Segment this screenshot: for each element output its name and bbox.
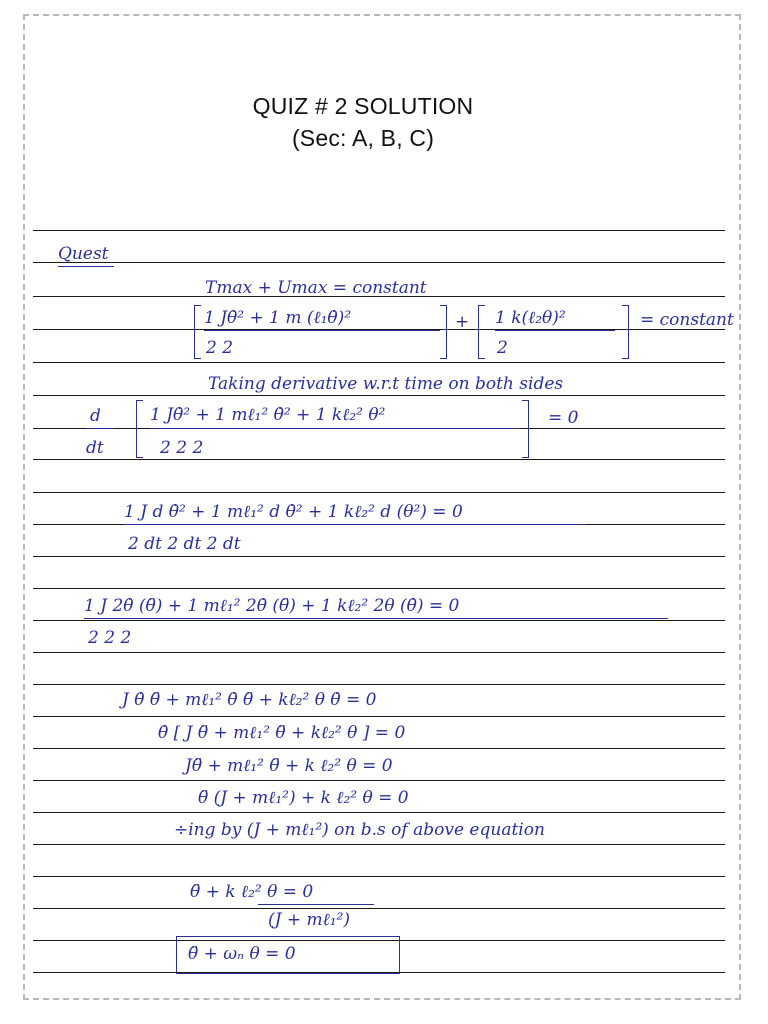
final-equation-numerator: θ̈ + k ℓ₂² θ = 0 [190, 882, 314, 902]
dt-operator: dt [86, 438, 104, 458]
ruled-line [33, 844, 725, 845]
ruled-line [33, 652, 725, 653]
fraction-bar [84, 618, 668, 619]
question-label: Quest [58, 244, 109, 264]
divide-step-note: ÷ing by (J + mℓ₁²) on b.s of above equation [174, 820, 545, 840]
ruled-line [33, 362, 725, 363]
ruled-line [33, 716, 725, 717]
quiz-title: QUIZ # 2 SOLUTION [252, 93, 474, 119]
energy-sum-term-b: 1 k(ℓ₂θ)² [495, 308, 566, 328]
title-block [0, 90, 726, 154]
simplified-equation-4: θ̈ (J + mℓ₁²) + k ℓ₂² θ = 0 [198, 788, 409, 808]
simplified-equation-2: θ̇ [ J θ̈ + mℓ₁² θ̈ + kℓ₂² θ ] = 0 [158, 723, 406, 743]
fraction-bar [124, 524, 586, 525]
right-bracket [522, 400, 529, 458]
plus-sign: + [455, 312, 470, 332]
fraction-bar [258, 904, 374, 905]
energy-sum-term-b-denominator: 2 [497, 338, 508, 358]
energy-sum-term-a-denominators: 2 2 [206, 338, 234, 358]
ruled-line [33, 588, 725, 589]
d-operator: d [90, 406, 101, 426]
boxed-result-equation: θ̈ + ωₙ θ = 0 [188, 944, 296, 964]
fraction-bar [150, 428, 520, 429]
question-label-underline [58, 266, 114, 267]
energy-sum-term-a: 1 Jθ̇² + 1 m (ℓ₁θ̇)² [204, 308, 352, 328]
final-equation-denominator: (J + mℓ₁²) [268, 910, 350, 930]
simplified-equation-1: J θ̇ θ̈ + mℓ₁² θ̇ θ̈ + kℓ₂² θ θ̇ = 0 [122, 690, 377, 710]
chain-rule-equation: 1 J 2θ̇ (θ̈) + 1 mℓ₁² 2θ̇ (θ̈) + 1 kℓ₂² 2θ (θ̇) = 0 [84, 596, 460, 616]
ruled-line [33, 230, 725, 231]
derivative-body: 1 Jθ̇² + 1 mℓ₁² θ̇² + 1 kℓ₂² θ² [150, 405, 386, 425]
left-bracket [136, 400, 143, 458]
expanded-derivative: 1 J d θ̇² + 1 mℓ₁² d θ̇² + 1 kℓ₂² d (θ²) = 0 [124, 502, 463, 522]
ruled-line [33, 908, 725, 909]
right-bracket [622, 305, 629, 359]
ruled-line [33, 684, 725, 685]
ruled-line [33, 748, 725, 749]
derivative-rhs: = 0 [548, 408, 579, 428]
ruled-line [33, 459, 725, 460]
left-bracket [194, 305, 201, 359]
fraction-bar [495, 330, 615, 331]
ruled-line [33, 492, 725, 493]
ruled-line [33, 620, 725, 621]
fraction-bar [204, 330, 440, 331]
ruled-line [33, 556, 725, 557]
left-bracket [478, 305, 485, 359]
fraction-bar [86, 428, 114, 429]
simplified-equation-3: Jθ̈ + mℓ₁² θ̈ + k ℓ₂² θ = 0 [185, 756, 393, 776]
derivative-body-denominators: 2 2 2 [160, 438, 204, 458]
section-subtitle: (Sec: A, B, C) [291, 125, 435, 151]
ruled-line [33, 780, 725, 781]
ruled-line [33, 812, 725, 813]
chain-rule-denominators: 2 2 2 [88, 628, 132, 648]
energy-equation: Tmax + Umax = constant [205, 278, 427, 298]
ruled-line [33, 876, 725, 877]
expanded-derivative-denominators: 2 dt 2 dt 2 dt [128, 534, 241, 554]
ruled-line [33, 395, 725, 396]
ruled-line [33, 262, 725, 263]
right-bracket [440, 305, 447, 359]
derivative-step-note: Taking derivative w.r.t time on both sides [208, 374, 564, 394]
constant-rhs: = constant [640, 310, 734, 330]
